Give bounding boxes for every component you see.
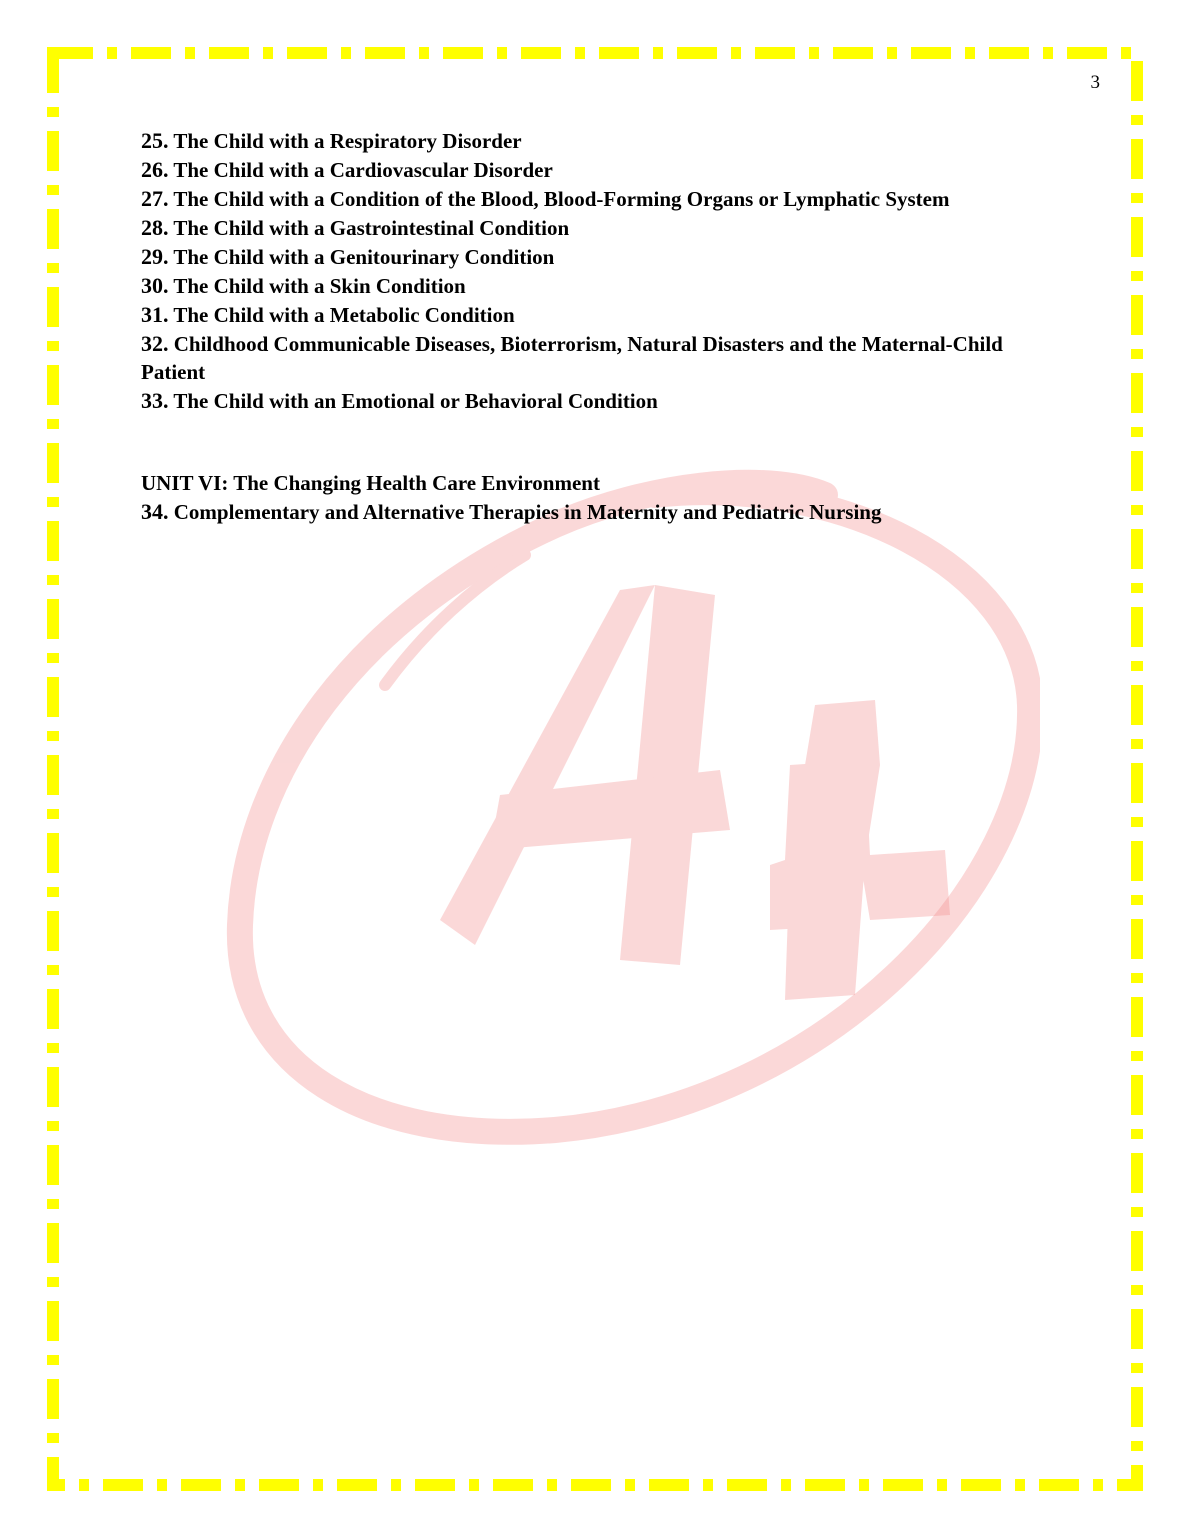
chapter-number: 33. [141, 388, 169, 413]
toc-list-part-one [141, 127, 1021, 415]
toc-item [141, 330, 1021, 386]
chapter-number: 32. [141, 331, 169, 356]
chapter-title: The Child with a Skin Condition [173, 274, 466, 298]
chapter-title: The Child with a Genitourinary Condition [173, 245, 555, 269]
chapter-number: 25. [141, 128, 169, 153]
table-of-contents [141, 127, 1021, 527]
toc-item [141, 272, 1021, 300]
toc-item [141, 156, 1021, 184]
chapter-title: Childhood Communicable Diseases, Bioterrorism, Natural Disasters and the Maternal-Child Patient [141, 332, 1003, 384]
chapter-number: 28. [141, 215, 169, 240]
chapter-title: Complementary and Alternative Therapies in Maternity and Pediatric Nursing [173, 500, 882, 524]
chapter-title: The Child with an Emotional or Behavioral Condition [173, 389, 658, 413]
toc-item [141, 127, 1021, 155]
page-number: 3 [1090, 72, 1100, 93]
toc-item [141, 185, 1021, 213]
chapter-number: 34. [141, 499, 169, 524]
chapter-number: 26. [141, 157, 169, 182]
chapter-number: 29. [141, 244, 169, 269]
chapter-title: The Child with a Metabolic Condition [173, 303, 515, 327]
toc-item [141, 214, 1021, 242]
toc-item [141, 498, 1021, 526]
toc-list-part-two [141, 498, 1021, 526]
toc-item [141, 243, 1021, 271]
chapter-title: The Child with a Gastrointestinal Condition [173, 216, 570, 240]
toc-item [141, 301, 1021, 329]
chapter-title: The Child with a Respiratory Disorder [173, 129, 522, 153]
chapter-number: 27. [141, 186, 169, 211]
chapter-title: The Child with a Cardiovascular Disorder [173, 158, 553, 182]
section-spacer [141, 416, 1021, 469]
toc-item [141, 387, 1021, 415]
chapter-number: 31. [141, 302, 169, 327]
chapter-title: The Child with a Condition of the Blood, Blood-Forming Organs or Lymphatic System [173, 187, 950, 211]
unit-heading: UNIT VI: The Changing Health Care Environment [141, 471, 600, 495]
chapter-number: 30. [141, 273, 169, 298]
